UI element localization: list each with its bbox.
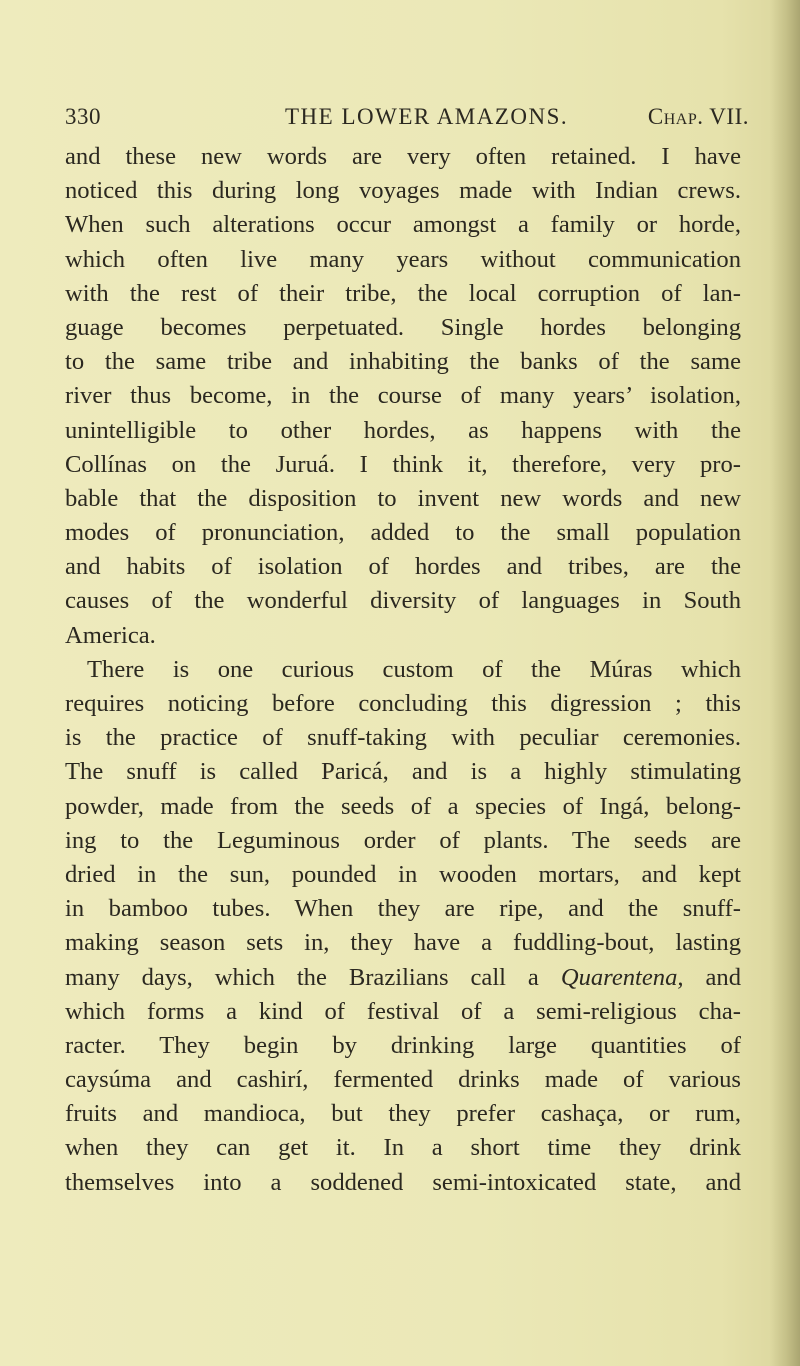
text-line: caysúma and cashirí, fermented drinks made of various xyxy=(65,1066,741,1094)
text-line: powder, made from the seeds of a species of Ingá, belong- xyxy=(65,792,741,820)
text-line: with the rest of their tribe, the local corruption of lan- xyxy=(65,279,741,307)
text-line: When such alterations occur amongst a family or horde, xyxy=(65,211,741,239)
text-line: making season sets in, they have a fuddling-bout, lasting xyxy=(65,929,741,957)
italic-term: Quarentena, xyxy=(560,963,684,991)
text-line-end: and xyxy=(705,963,741,991)
text-line: is the practice of snuff-taking with peculiar ceremonies. xyxy=(65,724,741,752)
page-edge-shadow xyxy=(770,0,800,1366)
text-line: fruits and mandioca, but they prefer cashaça, or rum, xyxy=(65,1100,741,1128)
text-line: which often live many years without communication xyxy=(65,245,741,273)
text-line: The snuff is called Paricá, and is a highly stimulating xyxy=(65,758,741,786)
running-head-title: THE LOWER AMAZONS. xyxy=(285,104,569,129)
text-line: and habits of isolation of hordes and tribes, are the xyxy=(65,553,741,581)
text-line: river thus become, in the course of many years’ isolation, xyxy=(65,382,741,410)
text-line: guage becomes perpetuated. Single hordes belonging xyxy=(65,313,741,341)
text-line: ing to the Leguminous order of plants. The seeds are xyxy=(65,826,741,854)
text-line: America. xyxy=(65,621,156,649)
text-line: unintelligible to other hordes, as happens with the xyxy=(65,416,741,444)
text-line: Collínas on the Juruá. I think it, therefore, very pro- xyxy=(65,450,741,478)
text-line: noticed this during long voyages made with Indian crews. xyxy=(65,177,741,205)
text-line-start: many days, which the Brazilians call a xyxy=(65,963,539,991)
text-line: modes of pronunciation, added to the small population xyxy=(65,519,741,547)
body-text xyxy=(65,140,741,1200)
chapter-label: Chap. VII. xyxy=(647,104,749,129)
text-line: in bamboo tubes. When they are ripe, and the snuff- xyxy=(65,895,741,923)
text-line: when they can get it. In a short time they drink xyxy=(65,1134,741,1162)
running-head xyxy=(65,102,755,132)
text-line: and these new words are very often retained. I have xyxy=(65,143,741,170)
text-line: bable that the disposition to invent new words and new xyxy=(65,484,741,512)
text-line: to the same tribe and inhabiting the banks of the same xyxy=(65,348,741,376)
text-line xyxy=(65,961,741,995)
text-line: themselves into a soddened semi-intoxicated state, and xyxy=(65,1168,741,1196)
text-line: which forms a kind of festival of a semi-religious cha- xyxy=(65,997,741,1025)
text-line: causes of the wonderful diversity of languages in South xyxy=(65,587,741,615)
page-number: 330 xyxy=(65,104,101,129)
text-line: requires noticing before concluding this digression ; this xyxy=(65,690,741,717)
text-line: There is one curious custom of the Múras which xyxy=(87,655,741,683)
text-line: racter. They begin by drinking large quantities of xyxy=(65,1031,741,1059)
text-line: dried in the sun, pounded in wooden mortars, and kept xyxy=(65,860,741,888)
